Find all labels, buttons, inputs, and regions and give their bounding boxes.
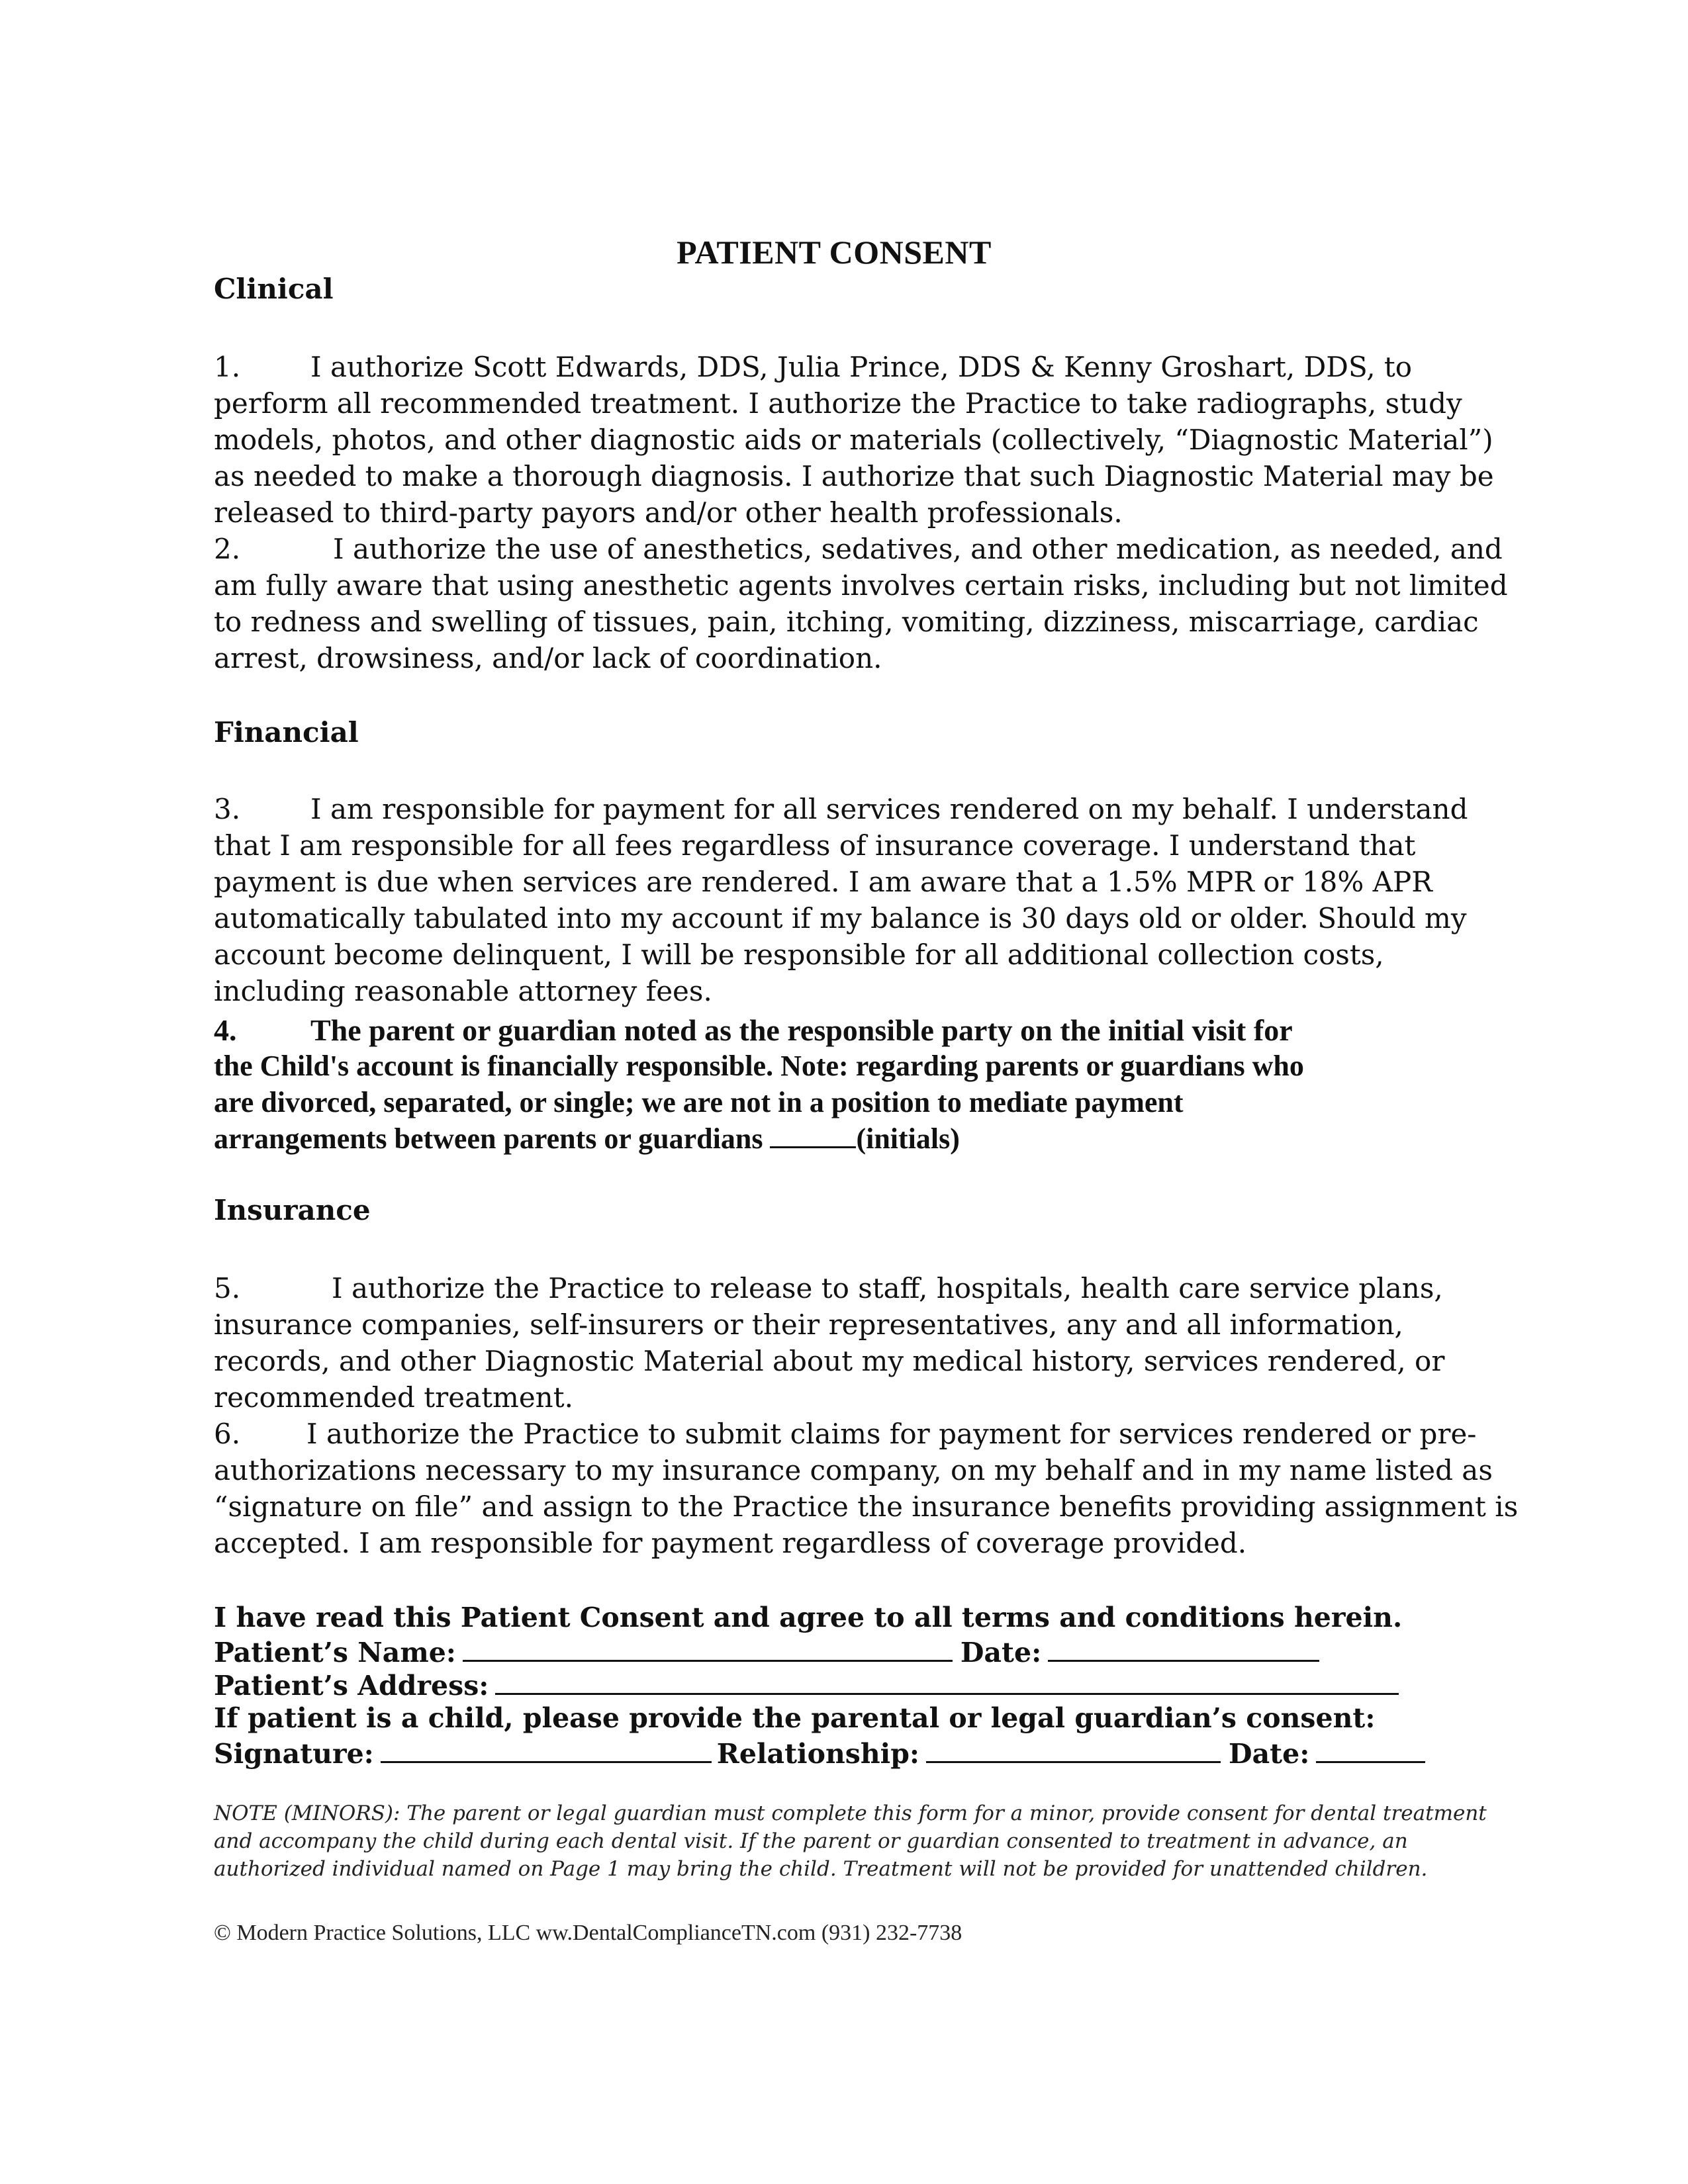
item-3-line-1: 3. I am responsible for payment for all services rendered on my behalf. I understand: [214, 793, 1468, 825]
patient-address-label: Patient’s Address:: [214, 1670, 489, 1702]
minors-note-line-3: authorized individual named on Page 1 may bring the child. Treatment will not be provided for unattended children.: [214, 1857, 1428, 1881]
relationship-field[interactable]: [926, 1737, 1221, 1763]
section-heading-clinical: Clinical: [214, 273, 334, 305]
item-3-line-4: automatically tabulated into my account if my balance is 30 days old or older. Should my: [214, 902, 1467, 934]
minors-note-line-2: and accompany the child during each dental visit. If the parent or guardian consented to treatment in advance, an: [214, 1829, 1408, 1853]
item-3-line-5: account become delinquent, I will be responsible for all additional collection costs,: [214, 938, 1384, 971]
signature-label: Signature:: [214, 1738, 374, 1770]
item-6-line-2: authorizations necessary to my insurance company, on my behalf and in my name listed as: [214, 1454, 1493, 1486]
item-4-line-4: arrangements between parents or guardians (initials): [214, 1122, 960, 1155]
minors-note-line-1: NOTE (MINORS): The parent or legal guardian must complete this form for a minor, provide consent for dental treatment: [214, 1801, 1487, 1825]
item-4-line-3: are divorced, separated, or single; we are not in a position to mediate payment: [214, 1086, 1184, 1118]
item-2-line-4: arrest, drowsiness, and/or lack of coordination.: [214, 642, 882, 674]
item-6-line-1: 6. I authorize the Practice to submit claims for payment for services rendered or pre-: [214, 1418, 1477, 1450]
initials-label: (initials): [856, 1122, 960, 1155]
item-5-line-3: records, and other Diagnostic Material about my medical history, services rendered, or: [214, 1345, 1445, 1377]
item-4-number: 4.: [214, 1013, 237, 1047]
item-2-line-2: am fully aware that using anesthetic agents involves certain risks, including but not limited: [214, 569, 1508, 602]
patient-address-row: [214, 1669, 1399, 1702]
item-1-line-3: models, photos, and other diagnostic aids or materials (collectively, “Diagnostic Material”): [214, 424, 1493, 456]
item-2-line-3: to redness and swelling of tissues, pain, itching, vomiting, dizziness, miscarriage, cardiac: [214, 606, 1479, 638]
item-1-line-4: as needed to make a thorough diagnosis. I authorize that such Diagnostic Material may be: [214, 460, 1494, 492]
signature-field[interactable]: [381, 1737, 712, 1763]
item-1-line-1: 1. I authorize Scott Edwards, DDS, Julia Prince, DDS & Kenny Groshart, DDS, to: [214, 351, 1413, 383]
patient-name-row: [214, 1636, 1319, 1668]
initials-field[interactable]: [770, 1124, 856, 1148]
item-5-line-4: recommended treatment.: [214, 1381, 573, 1414]
item-2-number: 2.: [214, 533, 241, 565]
date2-field[interactable]: [1316, 1737, 1425, 1763]
date-label: Date:: [960, 1637, 1042, 1668]
footer-copyright: © Modern Practice Solutions, LLC ww.DentalComplianceTN.com (931) 232-7738: [214, 1921, 962, 1945]
item-3-line-2: that I am responsible for all fees regardless of insurance coverage. I understand that: [214, 829, 1416, 862]
agreement-statement: I have read this Patient Consent and agree to all terms and conditions herein.: [214, 1602, 1403, 1633]
item-3-number: 3.: [214, 793, 241, 825]
item-1-line-2: perform all recommended treatment. I authorize the Practice to take radiographs, study: [214, 387, 1462, 420]
guardian-prompt: If patient is a child, please provide the parental or legal guardian’s consent:: [214, 1702, 1376, 1734]
relationship-label: Relationship:: [716, 1738, 920, 1770]
item-1-number: 1.: [214, 351, 241, 383]
patient-address-field[interactable]: [495, 1669, 1399, 1695]
item-5-line-2: insurance companies, self-insurers or their representatives, any and all information,: [214, 1308, 1403, 1341]
item-2-line-1: 2. I authorize the use of anesthetics, sedatives, and other medication, as needed, and: [214, 533, 1503, 565]
item-4-line-2: the Child's account is financially responsible. Note: regarding parents or guardians who: [214, 1050, 1304, 1082]
item-3-line-6: including reasonable attorney fees.: [214, 975, 712, 1007]
section-heading-financial: Financial: [214, 716, 359, 749]
section-heading-insurance: Insurance: [214, 1194, 371, 1226]
item-6-number: 6.: [214, 1418, 241, 1450]
date2-label: Date:: [1229, 1738, 1310, 1770]
item-3-line-3: payment is due when services are rendered. I am aware that a 1.5% MPR or 18% APR: [214, 866, 1432, 898]
item-1-line-5: released to third-party payors and/or other health professionals.: [214, 496, 1123, 529]
page-title: PATIENT CONSENT: [677, 234, 992, 271]
item-4-line-1: 4. The parent or guardian noted as the responsible party on the initial visit for: [214, 1013, 1293, 1047]
item-6-line-4: accepted. I am responsible for payment regardless of coverage provided.: [214, 1527, 1247, 1559]
item-6-line-3: “signature on file” and assign to the Practice the insurance benefits providing assignment is: [214, 1490, 1519, 1523]
guardian-signature-row: [214, 1737, 1425, 1770]
item-5-line-1: 5. I authorize the Practice to release to staff, hospitals, health care service plans,: [214, 1272, 1443, 1304]
item-5-number: 5.: [214, 1272, 241, 1304]
patient-name-label: Patient’s Name:: [214, 1637, 456, 1668]
date-field[interactable]: [1048, 1636, 1319, 1662]
patient-name-field[interactable]: [463, 1636, 953, 1662]
